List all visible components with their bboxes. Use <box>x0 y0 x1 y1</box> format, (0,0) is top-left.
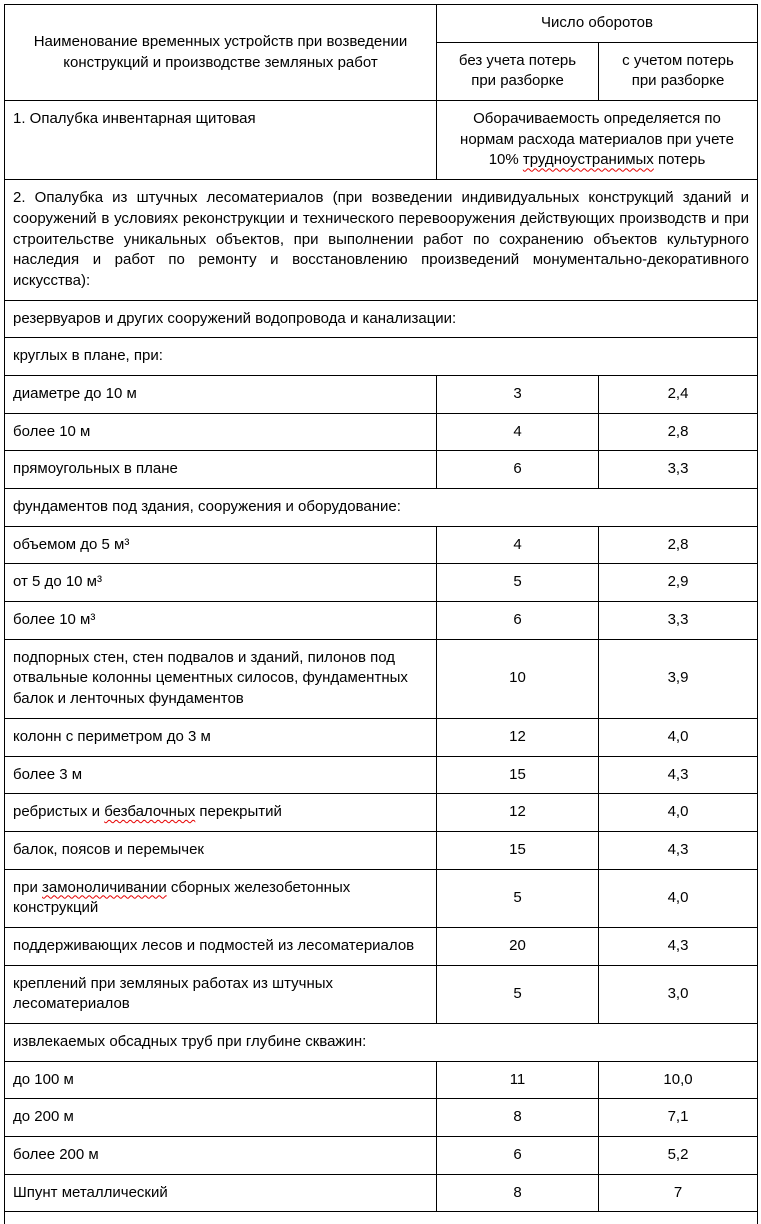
value-without-losses: 8 <box>437 1099 599 1137</box>
value-with-losses: 2,4 <box>599 375 758 413</box>
document-page <box>4 4 757 1224</box>
value-without-losses: 4 <box>437 413 599 451</box>
table-row <box>5 1024 758 1062</box>
table-row <box>5 869 758 927</box>
table-row <box>5 451 758 489</box>
value-with-losses: 4,3 <box>599 927 758 965</box>
value-without-losses: 5 <box>437 965 599 1023</box>
table-row <box>5 413 758 451</box>
value-without-losses: 12 <box>437 794 599 832</box>
table-row <box>5 927 758 965</box>
value-with-losses: 10,0 <box>599 1061 758 1099</box>
value-without-losses: 12 <box>437 718 599 756</box>
value-without-losses: 15 <box>437 831 599 869</box>
section-label: фундаментов под здания, сооружения и оборудование: <box>5 489 758 527</box>
row-label: более 200 м <box>5 1137 437 1175</box>
turnover-table <box>4 4 758 1224</box>
row-label: до 100 м <box>5 1061 437 1099</box>
misspelled-word: трудноустранимых <box>522 151 654 169</box>
row-label: при замоноличивании сборных железобетонных конструкций <box>5 869 437 927</box>
misspelled-word: замоноличивании <box>42 878 167 896</box>
row-label: диаметре до 10 м <box>5 375 437 413</box>
table-row <box>5 965 758 1023</box>
value-without-losses: 5 <box>437 869 599 927</box>
value-without-losses: 5 <box>437 564 599 602</box>
value-with-losses: 4,3 <box>599 756 758 794</box>
value-without-losses: 20 <box>437 927 599 965</box>
row-note: Оборачиваемость определяется по нормам расхода материалов при учете 10% трудноустранимых потерь <box>437 101 758 180</box>
value-with-losses: 7,1 <box>599 1099 758 1137</box>
value-without-losses: 6 <box>437 1137 599 1175</box>
row-label: креплений при земляных работах из штучных лесоматериалов <box>5 965 437 1023</box>
header-row-top <box>5 5 758 43</box>
value-with-losses: 4,3 <box>599 831 758 869</box>
value-with-losses: 2,9 <box>599 564 758 602</box>
value-with-losses: 4,0 <box>599 794 758 832</box>
value-with-losses: 3,3 <box>599 451 758 489</box>
table-row <box>5 338 758 376</box>
value-with-losses: 2,8 <box>599 526 758 564</box>
value-without-losses: 10 <box>437 639 599 718</box>
table-row <box>5 1137 758 1175</box>
table-row <box>5 794 758 832</box>
table-row <box>5 489 758 527</box>
column-header-name: Наименование временных устройств при возведении конструкций и производстве земляных работ <box>5 5 437 101</box>
value-with-losses: 2,8 <box>599 413 758 451</box>
value-with-losses: 3,3 <box>599 602 758 640</box>
table-row <box>5 180 758 300</box>
table-row <box>5 1061 758 1099</box>
table-row <box>5 375 758 413</box>
section-label: резервуаров и других сооружений водопровода и канализации: <box>5 300 758 338</box>
value-without-losses: 3 <box>437 375 599 413</box>
table-row <box>5 1099 758 1137</box>
column-header-without-losses: без учета потерь при разборке <box>437 42 599 100</box>
table-row <box>5 1212 758 1224</box>
misspelled-word: безбалочных <box>104 803 196 821</box>
value-without-losses: 11 <box>437 1061 599 1099</box>
table-body <box>5 101 758 1224</box>
row-label: более 10 м³ <box>5 602 437 640</box>
table-row <box>5 718 758 756</box>
row-label: ребристых и безбалочных перекрытий <box>5 794 437 832</box>
table-row <box>5 639 758 718</box>
value-without-losses: 15 <box>437 756 599 794</box>
section-label: 2. Опалубка из штучных лесоматериалов (при возведении индивидуальных конструкций зданий и сооружений в условиях реконструкции и технического перевооружения действующих производств и при строительстве уникальных объектов, при выполнении работ по сохранению объектов культурного наследия и работ по ремонту и восстановлению произведений монументально-декоративного искусства): <box>5 180 758 300</box>
value-without-losses: 4 <box>437 526 599 564</box>
table-row <box>5 564 758 602</box>
row-label: поддерживающих лесов и подмостей из лесоматериалов <box>5 927 437 965</box>
value-with-losses: 4,0 <box>599 718 758 756</box>
row-label: подпорных стен, стен подвалов и зданий, пилонов под отвальные колонны цементных силосов, фундаментных балок и ленточных фундаментов <box>5 639 437 718</box>
row-label: более 10 м <box>5 413 437 451</box>
table-row <box>5 101 758 180</box>
value-without-losses: 6 <box>437 451 599 489</box>
section-label: извлекаемых обсадных труб при глубине скважин: <box>5 1024 758 1062</box>
section-label: круглых в плане, при: <box>5 338 758 376</box>
row-label: колонн с периметром до 3 м <box>5 718 437 756</box>
row-label: 1. Опалубка инвентарная щитовая <box>5 101 437 180</box>
value-with-losses: 7 <box>599 1174 758 1212</box>
value-with-losses: 3,0 <box>599 965 758 1023</box>
column-header-turnovers-group: Число оборотов <box>437 5 758 43</box>
table-row <box>5 602 758 640</box>
value-with-losses: 4,0 <box>599 869 758 927</box>
row-label: более 3 м <box>5 756 437 794</box>
row-label: прямоугольных в плане <box>5 451 437 489</box>
row-label: Шпунт металлический <box>5 1174 437 1212</box>
value-with-losses: 5,2 <box>599 1137 758 1175</box>
cut-off-row-cell <box>5 1212 758 1224</box>
row-label: от 5 до 10 м³ <box>5 564 437 602</box>
row-label: объемом до 5 м³ <box>5 526 437 564</box>
value-without-losses: 6 <box>437 602 599 640</box>
column-header-with-losses: с учетом потерь при разборке <box>599 42 758 100</box>
value-without-losses: 8 <box>437 1174 599 1212</box>
value-with-losses: 3,9 <box>599 639 758 718</box>
table-row <box>5 526 758 564</box>
row-label: балок, поясов и перемычек <box>5 831 437 869</box>
table-row <box>5 831 758 869</box>
table-row <box>5 756 758 794</box>
table-header <box>5 5 758 101</box>
table-row <box>5 1174 758 1212</box>
row-label: до 200 м <box>5 1099 437 1137</box>
table-row <box>5 300 758 338</box>
